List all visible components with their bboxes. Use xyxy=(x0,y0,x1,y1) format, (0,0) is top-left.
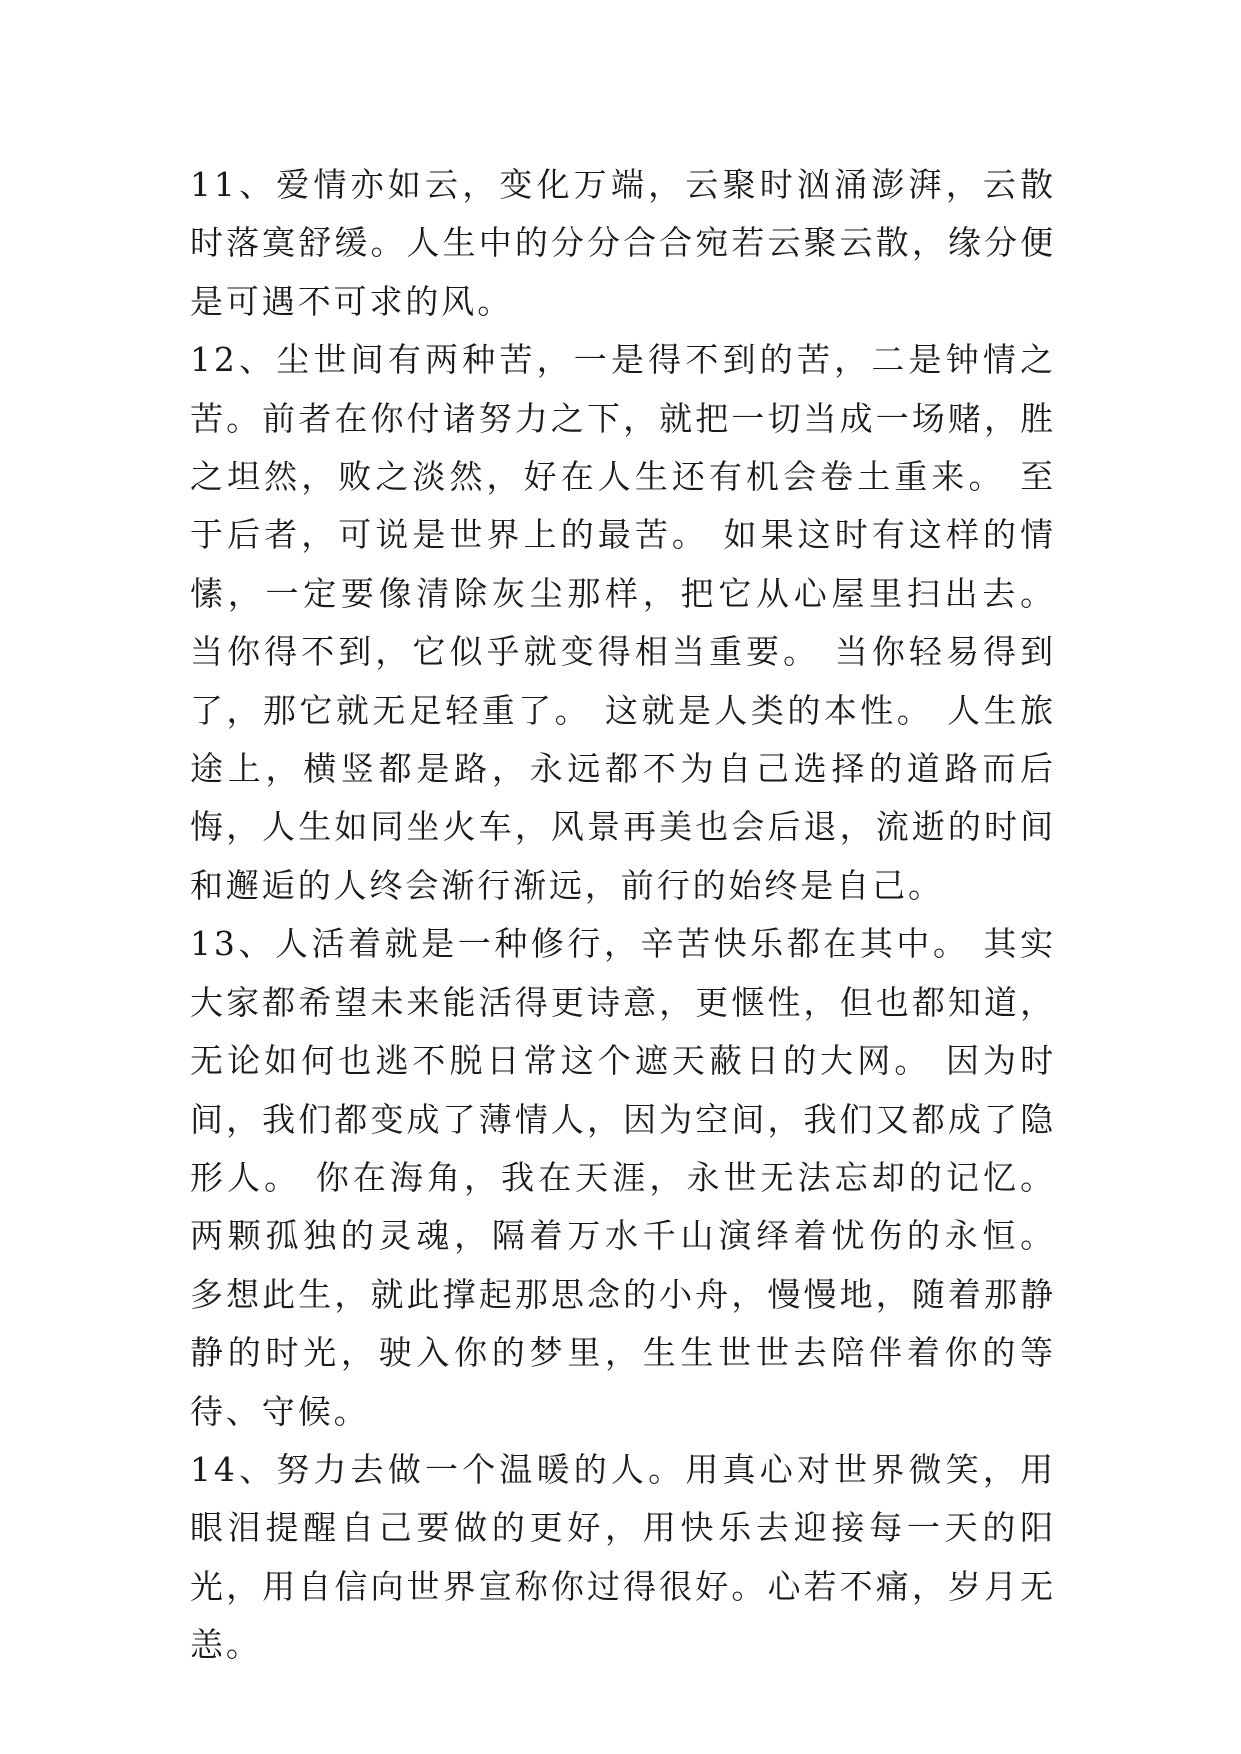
document-body xyxy=(190,156,1056,1675)
paragraph-11: 11、爱情亦如云，变化万端，云聚时汹涌澎湃，云散时落寞舒缓。人生中的分分合合宛若云聚云散，缘分便是可遇不可求的风。 xyxy=(190,165,1056,321)
paragraph-14: 14、努力去做一个温暖的人。用真心对世界微笑，用眼泪提醒自己要做的更好，用快乐去迎接每一天的阳光，用自信向世界宣称你过得很好。心若不痛，岁月无恙。 xyxy=(190,1449,1056,1665)
paragraph-13: 13、人活着就是一种修行，辛苦快乐都在其中。 其实大家都希望未来能活得更诗意，更惬性，但也都知道，无论如何也逃不脱日常这个遮天蔽日的大网。 因为时间，我们都变成了薄情人，因为空间，我们又都成了隐形人。 你在海角，我在天涯，永世无法忘却的记忆。 两颗孤独的灵魂，隔着万水千山演绎着忧伤的永恒。 多想此生，就此撑起那思念的小舟，慢慢地，随着那静静的时光，驶入你的梦里，生生世世去陪伴着你的等待、守候。 xyxy=(190,924,1056,1431)
paragraph-12: 12、尘世间有两种苦，一是得不到的苦，二是钟情之苦。前者在你付诸努力之下，就把一切当成一场赌，胜之坦然，败之淡然，好在人生还有机会卷土重来。 至于后者，可说是世界上的最苦。 如果这时有这样的情愫，一定要像清除灰尘那样，把它从心屋里扫出去。 当你得不到，它似乎就变得相当重要。 当你轻易得到了，那它就无足轻重了。 这就是人类的本性。 人生旅途上，横竖都是路，永远都不为自己选择的道路而后悔，人生如同坐火车，风景再美也会后退，流逝的时间和邂逅的人终会渐行渐远，前行的始终是自己。 xyxy=(190,340,1056,905)
